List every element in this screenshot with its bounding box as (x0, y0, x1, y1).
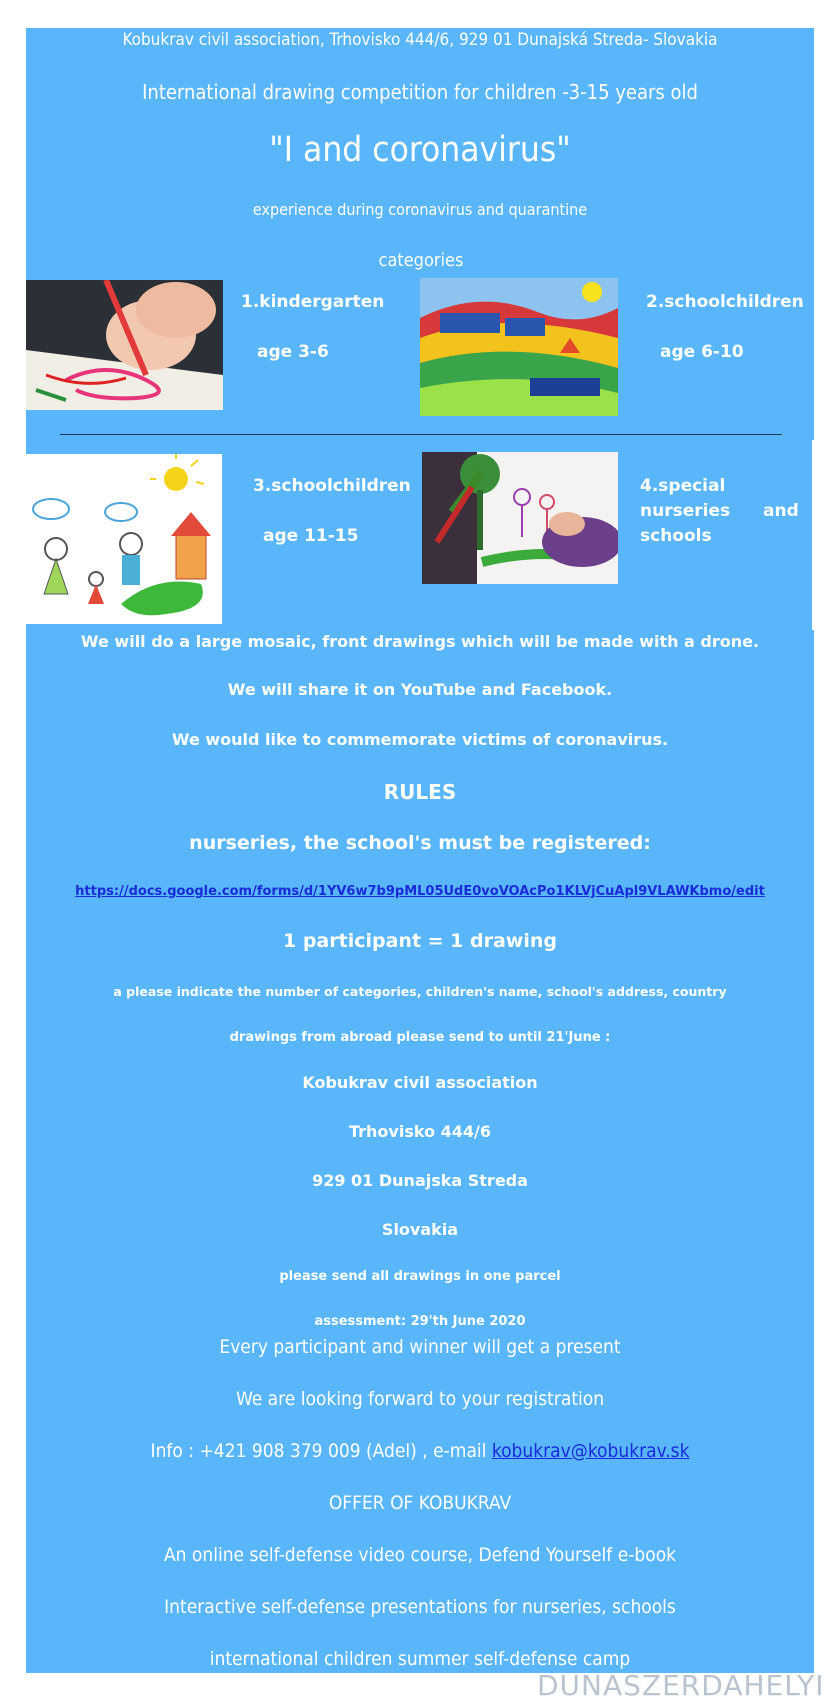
abroad-deadline: drawings from abroad please send to until 21'June : (229, 1030, 611, 1045)
competition-subtitle: International drawing competition for children -3-15 years old (142, 80, 698, 104)
registration-form-link-row (26, 884, 814, 899)
watermark-logo: DUNASZERDAHELYI (537, 1669, 825, 1702)
offer-course: An online self-defense video course, Defend Yourself e-book (163, 1544, 677, 1566)
category-2-name: 2.schoolchildren (646, 292, 804, 312)
address-country: Slovakia (381, 1220, 459, 1239)
category-1-age: age 3-6 (257, 342, 329, 362)
competition-title: "I and coronavirus" (269, 130, 571, 170)
family-drawing (26, 454, 222, 624)
contact-phone: Info : +421 908 379 009 (Adel) , e-mail (150, 1440, 492, 1462)
offer-camp: international children summer self-defense camp (209, 1648, 631, 1670)
category-3-name: 3.schoolchildren (253, 476, 411, 496)
category-3-age: age 11-15 (263, 526, 359, 546)
competition-theme: experience during coronavirus and quarantine (252, 200, 588, 219)
kindergarten-drawing-photo (26, 280, 223, 410)
association-address: Kobukrav civil association, Trhovisko 444/6, 929 01 Dunajská Streda- Slovakia (122, 30, 718, 50)
email-link[interactable]: kobukrav@kobukrav.sk (491, 1440, 690, 1462)
indicate-instructions: a please indicate the number of categories, children's name, school's address, country (113, 984, 727, 999)
assessment-date: assessment: 29'th June 2020 (314, 1314, 526, 1329)
registration-form-link[interactable]: https://docs.google.com/forms/d/1YV6w7b9pML05UdE0voVOAcPo1KLVjCuApl9VLAWKbmo/edit (75, 884, 765, 899)
special-schools-drawing-photo (422, 452, 618, 584)
category-4-name-line2-and: and (763, 501, 799, 521)
mosaic-text: We will do a large mosaic, front drawings which will be made with a drone. (80, 632, 760, 651)
category-4-name-line1: 4.special (640, 476, 726, 496)
participant-rule: 1 participant = 1 drawing (283, 930, 557, 952)
offer-presentations: Interactive self-defense presentations for nurseries, schools (164, 1596, 676, 1618)
contact-info (26, 1440, 814, 1462)
address-city: 929 01 Dunajska Streda (312, 1171, 528, 1190)
commemorate-text: We would like to commemorate victims of coronavirus. (171, 730, 669, 749)
registration-notice: nurseries, the school's must be registered: (189, 832, 651, 854)
categories-label: categories (378, 250, 464, 271)
share-text: We will share it on YouTube and Facebook. (227, 680, 613, 699)
category-4-name-line2: nurseries (640, 501, 731, 521)
offer-heading: OFFER OF KOBUKRAV (328, 1492, 512, 1514)
divider (60, 434, 782, 435)
looking-forward-text: We are looking forward to your registration (235, 1388, 605, 1410)
parcel-note: please send all drawings in one parcel (279, 1269, 561, 1284)
rules-heading: RULES (383, 780, 457, 804)
category-1-name: 1.kindergarten (241, 292, 385, 312)
category-2-age: age 6-10 (660, 342, 744, 362)
present-text: Every participant and winner will get a present (219, 1336, 621, 1358)
schoolchildren-landscape-drawing (420, 278, 618, 416)
panel-notch (812, 440, 840, 630)
address-name: Kobukrav civil association (302, 1073, 538, 1092)
address-street: Trhovisko 444/6 (348, 1122, 491, 1141)
category-4-name-line3: schools (640, 526, 712, 546)
